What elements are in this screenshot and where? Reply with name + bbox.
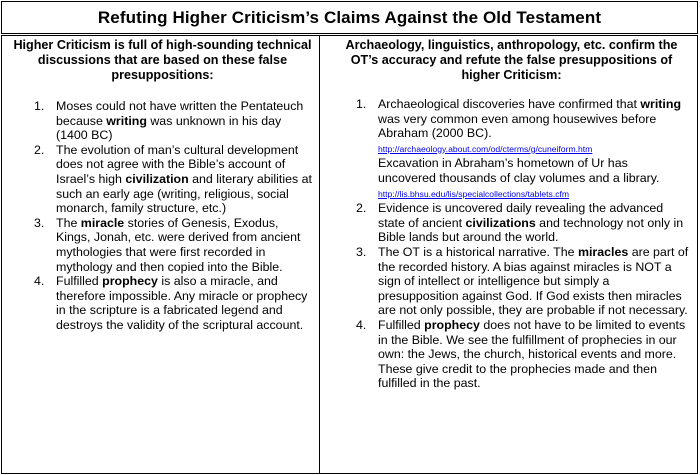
item-number: 2. [356,201,367,216]
list-item [334,97,689,201]
list-item [334,245,689,318]
list-item [12,99,313,143]
item-text-part: and technology not only in Bible lands but around the world. [378,215,684,245]
item-text-part: The OT is a historical narrative. The [378,244,578,259]
item-number: 3. [356,244,367,259]
tablets-link[interactable]: http://lis.bhsu.edu/lis/specialcollections/tablets.cfm [378,188,570,199]
list-item [12,216,313,274]
list-item [334,201,689,245]
item-text [378,201,689,245]
item-keyword: civilization [125,171,189,186]
item-number: 1. [34,99,45,113]
right-column [320,36,697,473]
item-number: 2. [34,142,45,157]
item-text-part: was unknown in his day (1400 BC) [56,113,282,143]
item-text-part: was very common even among housewives before Abraham (2000 BC). [378,111,657,141]
item-text [56,143,313,216]
item-text [378,318,689,391]
item-keyword: writing [106,113,147,128]
list-item [12,274,313,332]
right-list [334,97,689,391]
left-list [12,99,313,333]
item-text-part: Evidence is uncovered daily revealing the advanced state of ancient [378,201,664,230]
item-keyword: miracle [80,215,125,230]
list-item [334,318,689,391]
item-text [56,274,313,332]
item-keyword: civilizations [465,215,536,230]
item-number: 4. [34,274,45,289]
item-text-part: does not have to be limited to events in the Bible. We see the fulfillment of prophecies in our own: the Jews, the church, historical events and more. These give credit to the prophecies made and then fulfilled in the past. [378,317,686,391]
item-text-part: are part of the recorded history. A bias against miracles is NOT a sign of intellect or intelligence but simply a presupposition against God. If God exists then miracles are not only possible, they are probable if not necessary. [378,244,689,318]
item-keyword: writing [640,97,682,111]
item-keyword: prophecy [424,317,480,332]
page-title: Refuting Higher Criticism’s Claims Against the Old Testament [1,1,698,34]
item-text-part: stories of Genesis, Exodus, Kings, Jonah, etc. were derived from ancient mythologies that were first recorded in mythology and then copied into the Bible. [56,215,301,274]
item-number: 3. [34,215,45,230]
left-column-heading: Higher Criticism is full of high-sounding technical discussions that are based on these false presuppositions: [13,38,312,82]
item-text-part: is also a miracle, and therefore impossible. Any miracle or prophecy in the scripture is a fabricated legend and destroys the validity of the scriptural account. [56,274,308,332]
item-text-part: The [56,215,81,230]
item-text-part: Fulfilled [56,274,103,289]
item-number: 1. [356,97,367,111]
item-text [56,216,313,274]
item-keyword: miracles [577,244,629,259]
item-text-part: Excavation in Abraham’s hometown of Ur has uncovered thousands of clay volumes and a library. [378,156,660,185]
item-text-part: The evolution of man’s cultural development does not agree with the Bible’s account of Israel’s high [56,142,299,186]
left-column [2,36,320,473]
item-text [378,245,689,318]
item-keyword: prophecy [102,274,158,289]
item-text-part: and literary abilities at such an early age (writing, religious, social monarch, family structure, etc.) [56,171,312,216]
cuneiform-link[interactable]: http://archaeology.about.com/od/cterms/g/cuneiform.htm [378,143,593,154]
item-number: 4. [356,317,367,332]
item-text-part: Archaeological discoveries have confirmed that [378,97,641,111]
item-text-part: Fulfilled [378,317,425,332]
item-text [56,99,313,143]
comparison-table [1,35,698,474]
right-column-heading: Archaeology, linguistics, anthropology, etc. confirm the OT’s accuracy and refute the false presuppositions of higher Criticism: [345,38,678,82]
list-item [12,143,313,216]
item-text-part: Moses could not have written the Pentateuch because [56,99,304,128]
item-text [378,97,689,201]
